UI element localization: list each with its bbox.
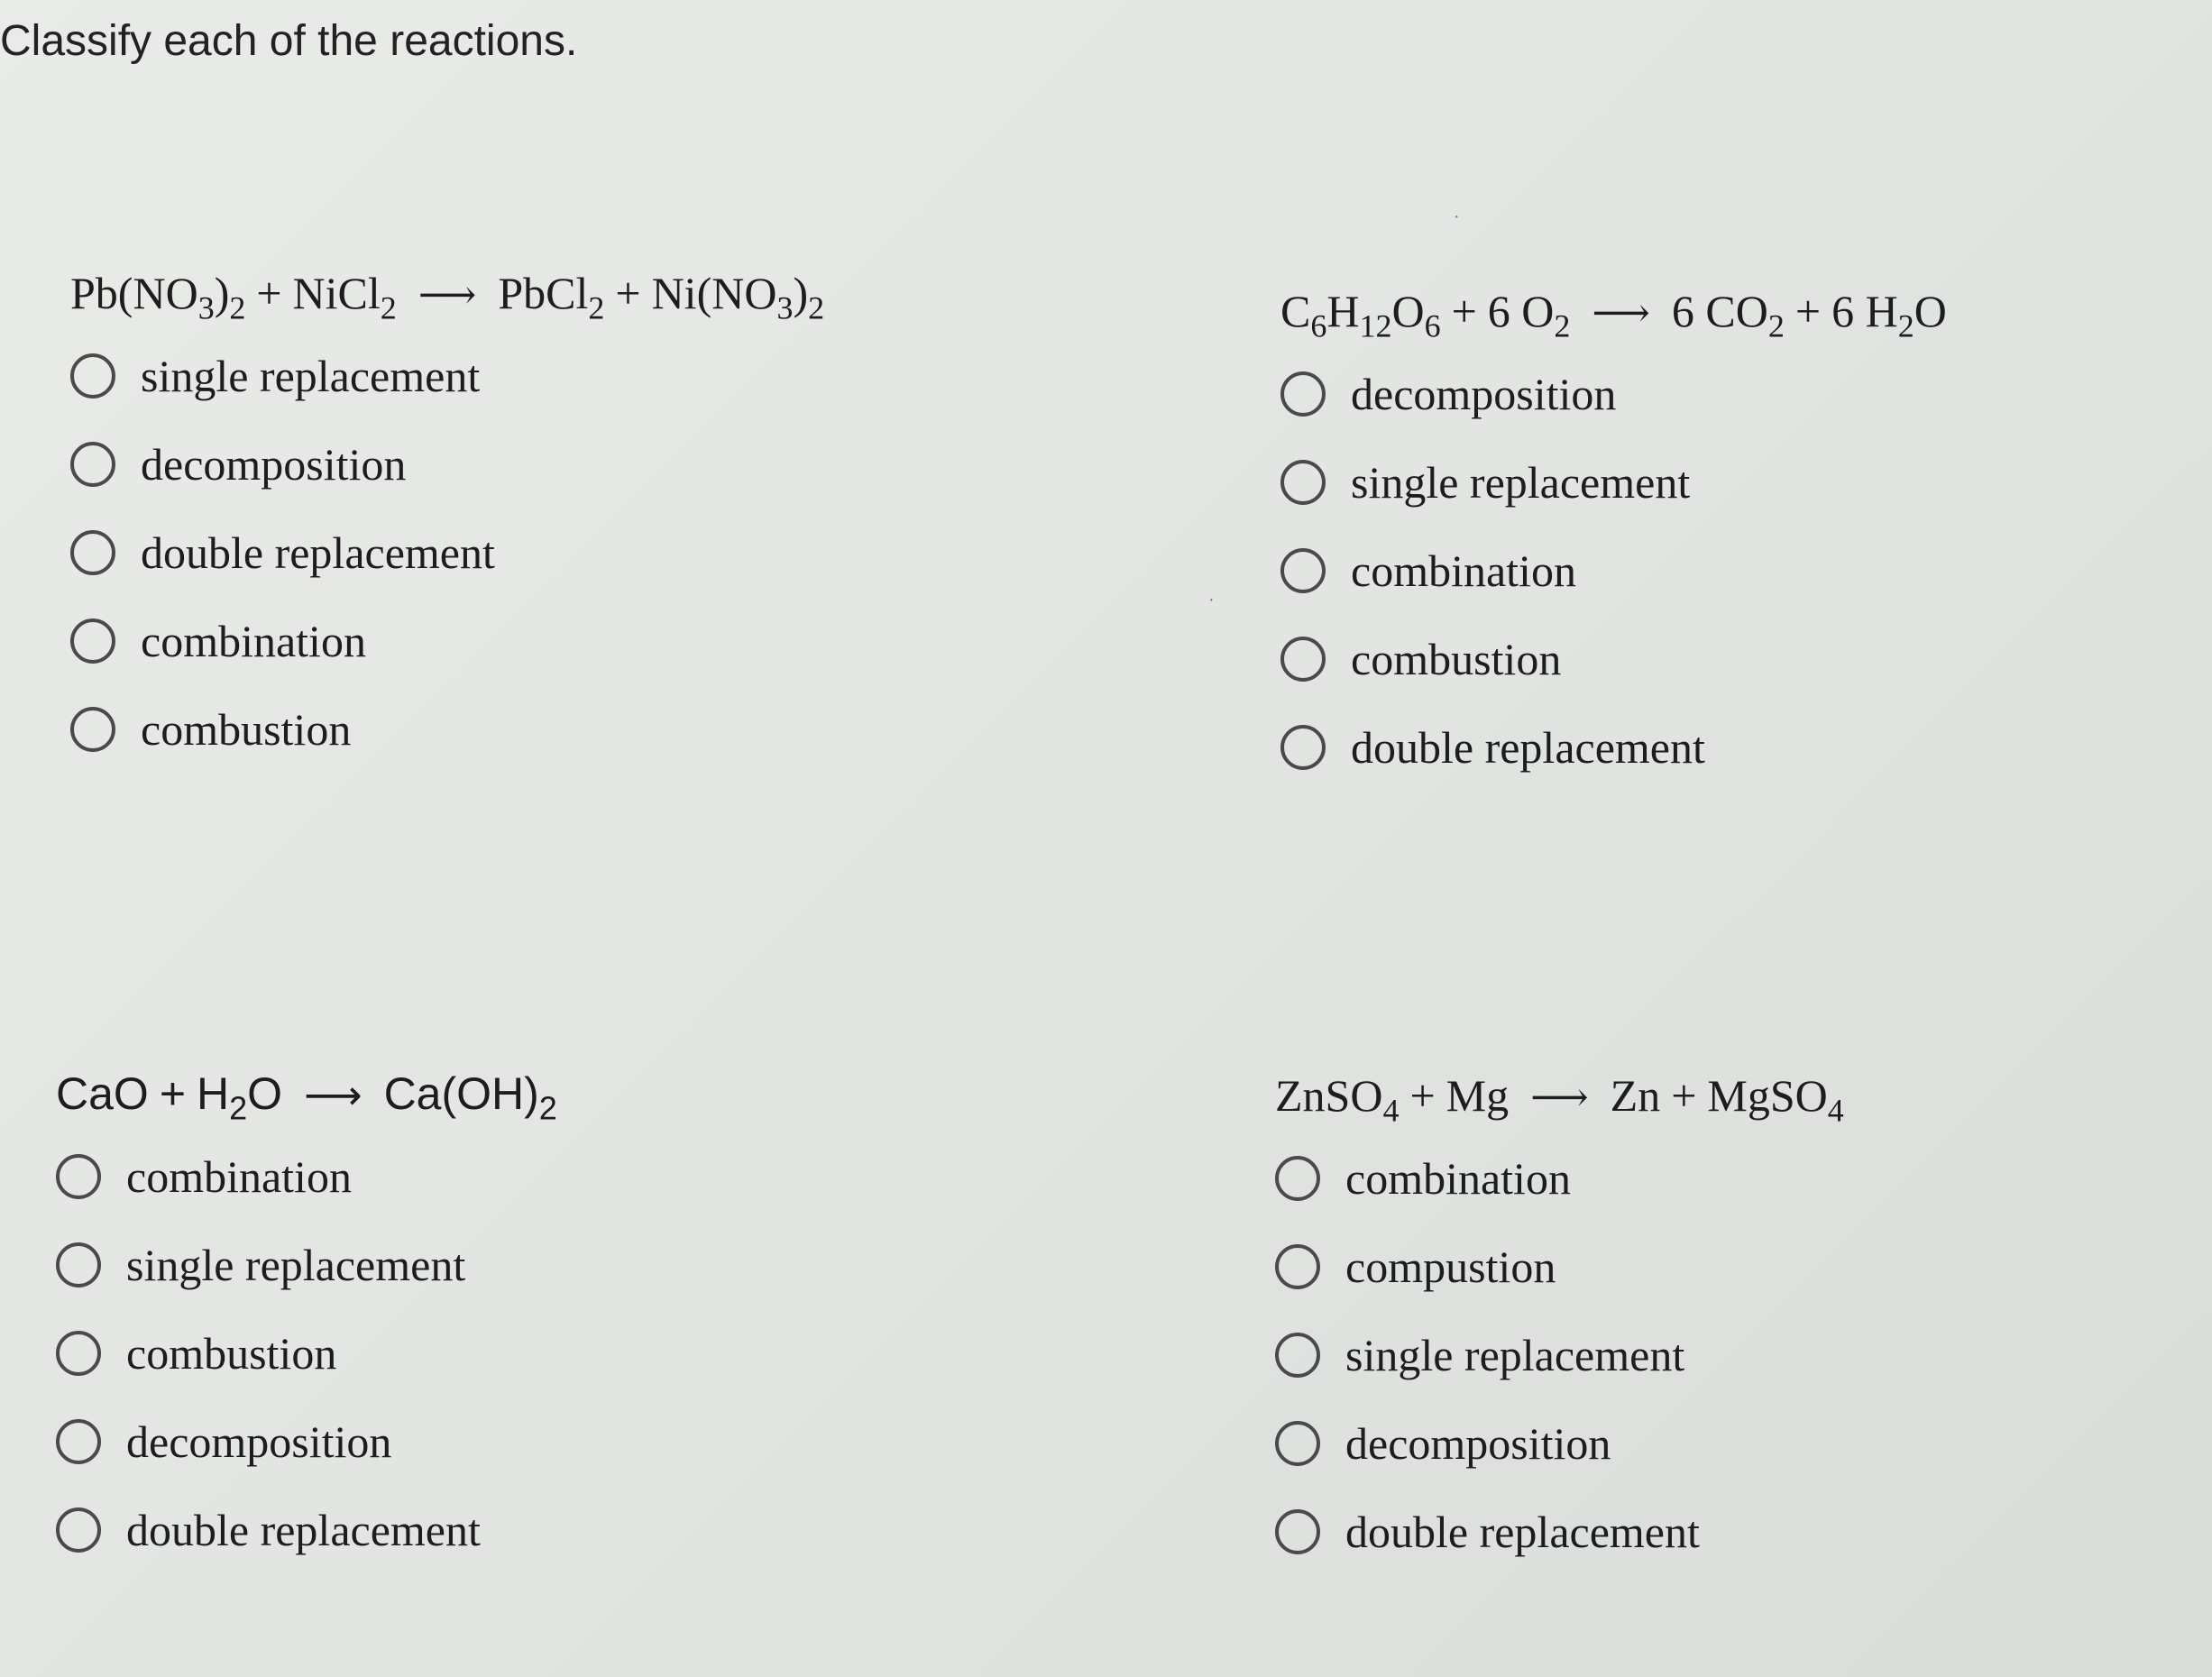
question-1 (70, 261, 972, 774)
answer-option[interactable] (1280, 350, 2182, 438)
subscript: 2 (1767, 307, 1785, 344)
chemical-term (1707, 1070, 1844, 1129)
subscript: 3 (197, 289, 215, 326)
answer-option[interactable] (1280, 438, 2182, 527)
radio-button[interactable] (1275, 1509, 1320, 1554)
formula-text: O (1914, 286, 1947, 336)
radio-button[interactable] (70, 530, 115, 575)
subscript: 2 (538, 1089, 557, 1127)
option-label: double replacement (1351, 722, 1705, 773)
reaction-arrow: ⟶ (1530, 1075, 1589, 1120)
plus-sign: + (1671, 1070, 1697, 1121)
radio-button[interactable] (70, 442, 115, 487)
radio-button[interactable] (56, 1507, 101, 1553)
plus-sign: + (1451, 286, 1477, 336)
chemical-term (70, 268, 246, 326)
equation-q4 (1275, 1064, 2177, 1127)
formula-text: Ni(NO (651, 268, 777, 318)
radio-button[interactable] (1275, 1244, 1320, 1289)
reaction-arrow: ⟶ (304, 1072, 363, 1118)
radio-button[interactable] (56, 1242, 101, 1288)
option-label: single replacement (1345, 1330, 1685, 1380)
chemical-term (56, 1068, 149, 1119)
formula-text: H (197, 1068, 230, 1119)
chemical-term (1275, 1070, 1400, 1129)
formula-text: CaO (56, 1068, 149, 1119)
formula-text: Pb(NO (70, 268, 198, 318)
answer-option[interactable] (70, 420, 972, 509)
radio-button[interactable] (1280, 371, 1326, 417)
option-label: single replacement (126, 1240, 466, 1290)
option-label: combination (141, 616, 366, 666)
formula-text: 6 O (1487, 286, 1555, 336)
answer-option[interactable] (56, 1221, 958, 1309)
options-q1 (70, 332, 972, 774)
plus-sign: + (159, 1068, 187, 1119)
answer-option[interactable] (70, 685, 972, 774)
formula-text: O (1391, 286, 1425, 336)
subscript: 3 (776, 289, 794, 326)
answer-option[interactable] (70, 509, 972, 597)
equation-q2 (1280, 280, 2182, 343)
reaction-arrow: ⟶ (418, 272, 477, 317)
option-label: double replacement (141, 527, 495, 578)
formula-text: H (1326, 286, 1360, 336)
option-label: single replacement (141, 351, 481, 401)
chemical-term (1487, 286, 1571, 344)
chemical-term (197, 1068, 283, 1127)
answer-option[interactable] (1280, 615, 2182, 703)
option-label: combination (126, 1151, 352, 1202)
subscript: 12 (1359, 307, 1392, 344)
formula-text: 6 CO (1671, 286, 1768, 336)
radio-button[interactable] (1280, 548, 1326, 593)
options-q4 (1275, 1134, 2177, 1576)
chemical-term (383, 1068, 557, 1127)
answer-option[interactable] (1275, 1134, 2177, 1223)
answer-option[interactable] (70, 332, 972, 420)
options-q2 (1280, 350, 2182, 792)
chemical-term (498, 268, 605, 326)
radio-button[interactable] (56, 1154, 101, 1199)
formula-text: ) (214, 268, 230, 318)
plus-sign: + (256, 268, 282, 318)
radio-button[interactable] (1280, 637, 1326, 682)
subscript: 6 (1310, 307, 1327, 344)
chemical-term (1611, 1070, 1661, 1121)
chemical-term (1831, 286, 1947, 344)
plus-sign: + (1409, 1070, 1436, 1121)
options-q3 (56, 1132, 958, 1574)
radio-button[interactable] (1275, 1421, 1320, 1466)
radio-button[interactable] (70, 707, 115, 752)
formula-text: ) (793, 268, 809, 318)
chemical-term (1671, 286, 1785, 344)
answer-option[interactable] (1275, 1223, 2177, 1311)
formula-text: C (1280, 286, 1311, 336)
option-label: compustion (1345, 1242, 1556, 1292)
option-label: decomposition (141, 439, 407, 490)
radio-button[interactable] (70, 353, 115, 399)
formula-text: Zn (1610, 1070, 1661, 1121)
chemical-term (292, 268, 397, 326)
subscript: 2 (1897, 307, 1914, 344)
subscript: 4 (1827, 1092, 1844, 1129)
formula-text: 6 H (1831, 286, 1898, 336)
radio-button[interactable] (1275, 1333, 1320, 1378)
question-2 (1280, 280, 2182, 792)
instructions-text: Classify each of the reactions. (0, 17, 578, 65)
option-label: decomposition (1345, 1418, 1611, 1469)
option-label: combination (1345, 1153, 1571, 1204)
formula-text: PbCl (498, 268, 589, 318)
answer-option[interactable] (56, 1309, 958, 1398)
option-label: combustion (141, 704, 352, 755)
option-label: decomposition (126, 1416, 392, 1467)
answer-option[interactable] (1280, 527, 2182, 615)
chemical-term (1446, 1070, 1509, 1121)
chemical-term (1280, 286, 1441, 344)
answer-option[interactable] (56, 1132, 958, 1221)
chemical-term (651, 268, 825, 326)
equation-q3 (56, 1062, 958, 1125)
radio-button[interactable] (1280, 460, 1326, 505)
subscript: 2 (229, 289, 246, 326)
radio-button[interactable] (56, 1331, 101, 1376)
answer-option[interactable] (1275, 1311, 2177, 1399)
stray-mark: · (1208, 591, 1215, 610)
question-4 (1275, 1064, 2177, 1576)
plus-sign: + (1794, 286, 1822, 336)
subscript: 6 (1424, 307, 1441, 344)
option-label: double replacement (1345, 1507, 1700, 1557)
subscript: 2 (808, 289, 825, 326)
radio-button[interactable] (1275, 1156, 1320, 1201)
option-label: decomposition (1351, 369, 1617, 419)
reaction-arrow: ⟶ (1592, 290, 1650, 335)
radio-button[interactable] (1280, 725, 1326, 770)
stray-mark: · (1454, 207, 1460, 227)
option-label: single replacement (1351, 457, 1691, 508)
radio-button[interactable] (70, 619, 115, 664)
subscript: 2 (1554, 307, 1571, 344)
equation-q1 (70, 261, 972, 325)
answer-option[interactable] (56, 1486, 958, 1574)
answer-option[interactable] (1280, 703, 2182, 792)
subscript: 2 (380, 289, 397, 326)
subscript: 2 (229, 1089, 248, 1127)
formula-text: MgSO (1707, 1070, 1828, 1121)
subscript: 2 (588, 289, 605, 326)
formula-text: O (247, 1068, 283, 1119)
plus-sign: + (615, 268, 641, 318)
answer-option[interactable] (1275, 1399, 2177, 1488)
formula-text: Ca(OH) (383, 1068, 539, 1119)
subscript: 4 (1382, 1092, 1400, 1129)
formula-text: ZnSO (1275, 1070, 1383, 1121)
answer-option[interactable] (1275, 1488, 2177, 1576)
question-3 (56, 1062, 958, 1574)
option-label: combustion (126, 1328, 337, 1379)
formula-text: NiCl (292, 268, 381, 318)
option-label: combustion (1351, 634, 1562, 684)
option-label: combination (1351, 545, 1576, 596)
answer-option[interactable] (56, 1398, 958, 1486)
radio-button[interactable] (56, 1419, 101, 1464)
answer-option[interactable] (70, 597, 972, 685)
option-label: double replacement (126, 1505, 481, 1555)
formula-text: Mg (1446, 1070, 1510, 1121)
